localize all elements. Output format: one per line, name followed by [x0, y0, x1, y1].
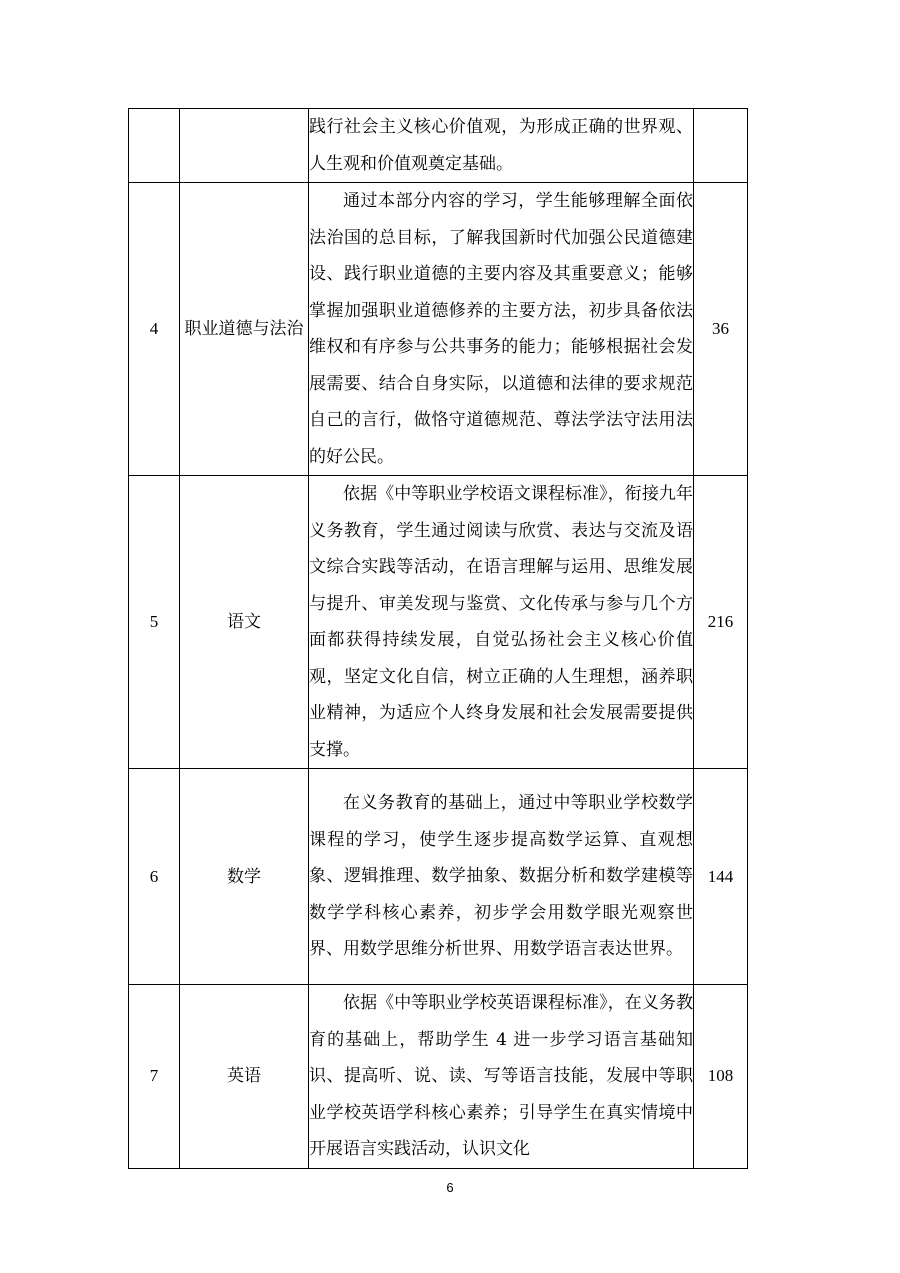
course-number: 7	[129, 985, 180, 1169]
course-number	[129, 109, 180, 183]
course-description-text: 践行社会主义核心价值观，为形成正确的世界观、人生观和价值观奠定基础。	[309, 117, 693, 174]
course-hours: 144	[694, 769, 748, 985]
course-name: 语文	[180, 476, 309, 769]
course-name: 数学	[180, 769, 309, 985]
course-description	[309, 985, 694, 1169]
table-row	[129, 109, 748, 183]
page-number: 6	[446, 1180, 454, 1195]
course-number: 5	[129, 476, 180, 769]
course-hours: 108	[694, 985, 748, 1169]
course-description-text: 依据《中等职业学校语文课程标准》，衔接九年义务教育，学生通过阅读与欣赏、表达与交流及语文综合实践等活动，在语言理解与运用、思维发展与提升、审美发现与鉴赏、文化传承与参与几个方面都获得持续发展，自觉弘扬社会主义核心价值观，坚定文化自信，树立正确的人生理想，涵养职业精神，为适应个人终身发展和社会发展需要提供支撑。	[309, 484, 693, 760]
course-description-text: 在义务教育的基础上，通过中等职业学校数学课程的学习，使学生逐步提高数学运算、直观想象、逻辑推理、数学抽象、数据分析和数学建模等数学学科核心素养，初步学会用数学眼光观察世界、用数学思维分析世界、用数学语言表达世界。	[309, 793, 693, 960]
table-row	[129, 769, 748, 985]
course-table	[128, 108, 748, 1169]
course-name: 职业道德与法治	[180, 183, 309, 476]
course-hours: 36	[694, 183, 748, 476]
course-description	[309, 769, 694, 985]
course-description	[309, 476, 694, 769]
course-name	[180, 109, 309, 183]
course-description	[309, 183, 694, 476]
table-row	[129, 476, 748, 769]
course-description	[309, 109, 694, 183]
course-description-text: 通过本部分内容的学习，学生能够理解全面依法治国的总目标，了解我国新时代加强公民道德建设、践行职业道德的主要内容及其重要意义；能够掌握加强职业道德修养的主要方法，初步具备依法维权和有序参与公共事务的能力；能够根据社会发展需要、结合自身实际，以道德和法律的要求规范自己的言行，做恪守道德规范、尊法学法守法用法的好公民。	[309, 191, 693, 467]
table-row	[129, 183, 748, 476]
course-hours: 216	[694, 476, 748, 769]
course-name: 英语	[180, 985, 309, 1169]
course-description-text: 依据《中等职业学校英语课程标准》，在义务教育的基础上，帮助学生 4 进一步学习语言基础知识、提高听、说、读、写等语言技能，发展中等职业学校英语学科核心素养；引导学生在真实情境中开展语言实践活动，认识文化	[309, 993, 693, 1159]
course-hours	[694, 109, 748, 183]
course-number: 4	[129, 183, 180, 476]
course-number: 6	[129, 769, 180, 985]
table-row	[129, 985, 748, 1169]
